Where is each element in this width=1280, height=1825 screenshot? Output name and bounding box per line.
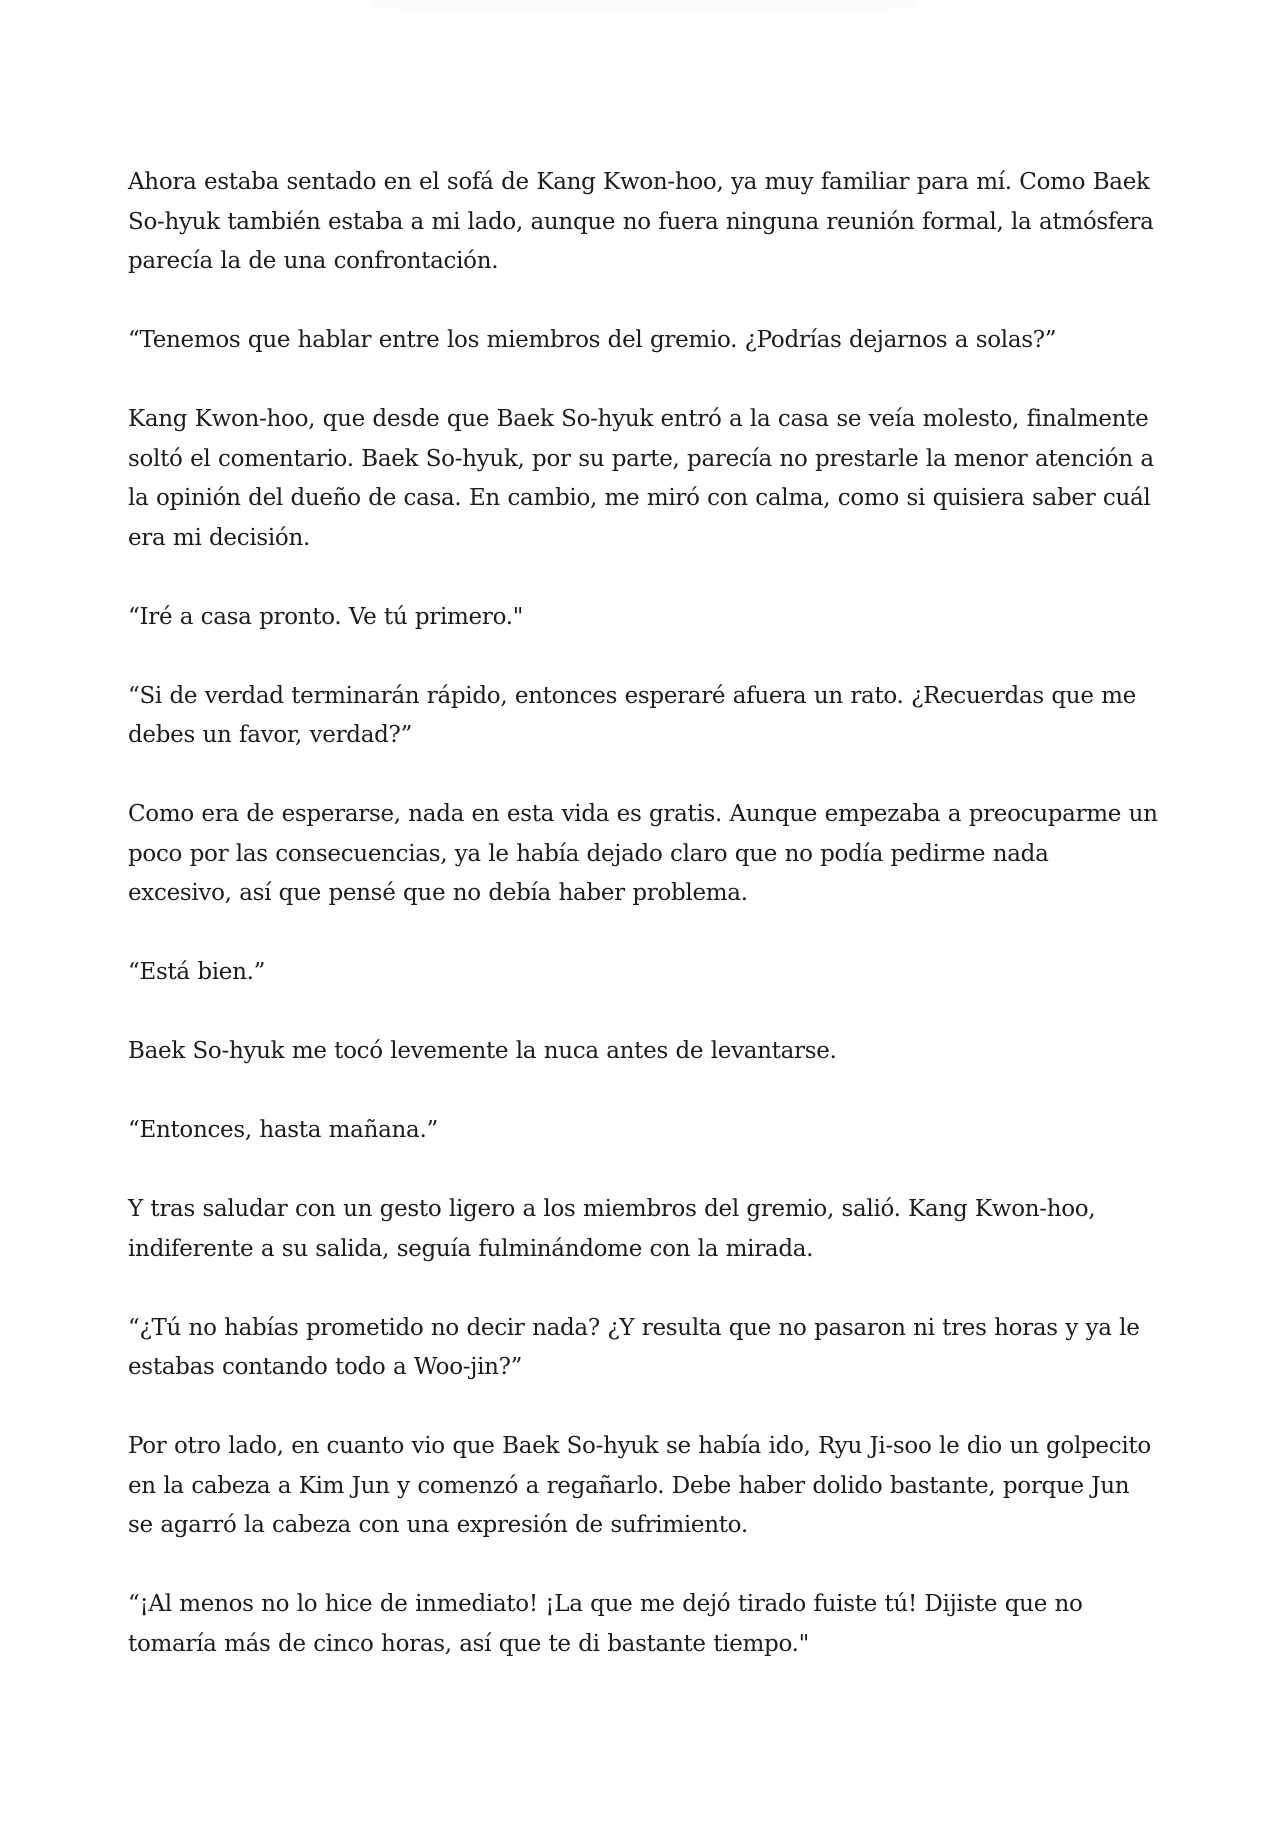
paragraph: Baek So-hyuk me tocó levemente la nuca antes de levantarse. [128,1038,837,1064]
top-edge-shadow-inner [402,9,886,12]
dialogue-paragraph: “Está bien.” [128,959,266,985]
dialogue-paragraph: “Iré a casa pronto. Ve tú primero." [128,603,524,630]
paragraph: Kang Kwon-hoo, que desde que Baek So-hyuk entró a la casa se veía molesto, finalmente soltó el comentario. Baek So-hyuk, por su parte, parecía no prestarle la menor atención a la opinión del dueño de casa. En cambio, me miró con calma, como si quisiera saber cuál era mi decisión. [128,406,1154,551]
dialogue-paragraph: “¿Tú no habías prometido no decir nada? ¿Y resulta que no pasaron ni tres horas y ya le estabas contando todo a Woo-jin?” [128,1314,1140,1380]
dialogue-paragraph: “Si de verdad terminarán rápido, entonces esperaré afuera un rato. ¿Recuerdas que me debes un favor, verdad?” [128,682,1136,748]
document-page [128,163,1158,1704]
top-edge-shadow [372,0,916,9]
paragraph: Ahora estaba sentado en el sofá de Kang Kwon-hoo, ya muy familiar para mí. Como Baek So-hyuk también estaba a mi lado, aunque no fuera ninguna reunión formal, la atmósfera parecía la de una confrontación. [128,169,1154,274]
paragraph: Y tras saludar con un gesto ligero a los miembros del gremio, salió. Kang Kwon-hoo, indiferente a su salida, seguía fulminándome con la mirada. [128,1196,1096,1262]
paragraph: Como era de esperarse, nada en esta vida es gratis. Aunque empezaba a preocuparme un poco por las consecuencias, ya le había dejado claro que no podía pedirme nada excesivo, así que pensé que no debía haber problema. [128,801,1158,906]
paragraph: Por otro lado, en cuanto vio que Baek So-hyuk se había ido, Ryu Ji-soo le dio un golpecito en la cabeza a Kim Jun y comenzó a regañarlo. Debe haber dolido bastante, porque Jun se agarró la cabeza con una expresión de sufrimiento. [128,1433,1151,1538]
dialogue-paragraph: “¡Al menos no lo hice de inmediato! ¡La que me dejó tirado fuiste tú! Dijiste que no tomaría más de cinco horas, así que te di bastante tiempo." [128,1591,1083,1657]
dialogue-paragraph: “Entonces, hasta mañana.” [128,1117,438,1143]
dialogue-paragraph: “Tenemos que hablar entre los miembros del gremio. ¿Podrías dejarnos a solas?” [128,327,1057,353]
